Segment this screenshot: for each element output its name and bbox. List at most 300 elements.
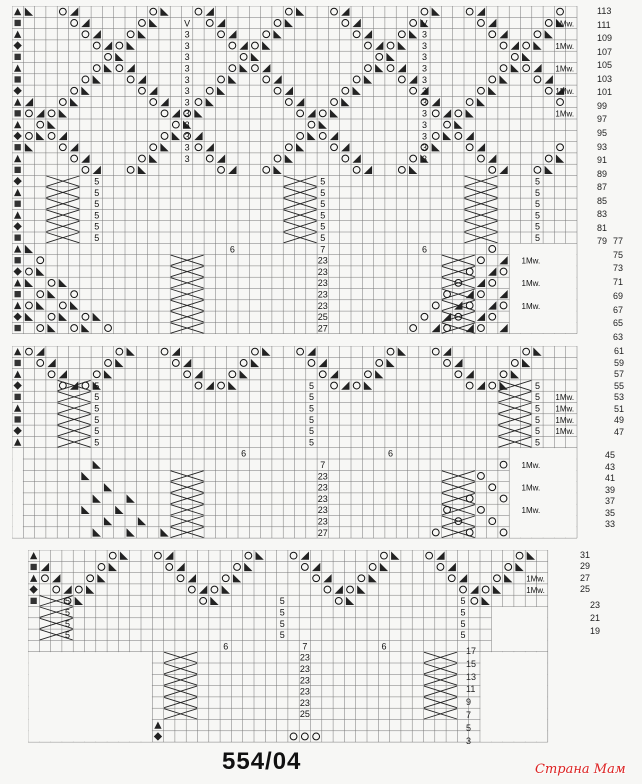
decrease-left-icon xyxy=(228,381,236,389)
purl-stitch-icon xyxy=(297,133,304,140)
purl-stitch-icon xyxy=(150,8,157,15)
decrease-right-icon xyxy=(499,30,507,38)
decrease-right-icon xyxy=(81,154,89,162)
decrease-left-icon xyxy=(251,359,259,367)
decrease-left-icon xyxy=(25,143,33,151)
cable-cross-icon xyxy=(424,686,457,696)
chart-number-label: 23 xyxy=(299,652,310,663)
purl-stitch-icon xyxy=(98,564,105,571)
decrease-right-icon xyxy=(533,64,541,72)
chart-number-label: 5 xyxy=(94,437,100,448)
decrease-right-icon xyxy=(488,267,496,275)
purl-stitch-icon xyxy=(297,348,304,355)
cable-cross-icon xyxy=(284,221,317,231)
chart-number-label: 5 xyxy=(534,403,540,414)
chart-number-label: 5 xyxy=(320,232,326,243)
row-number: 81 xyxy=(597,222,608,233)
decrease-right-icon xyxy=(432,324,440,332)
purl-stitch-icon xyxy=(319,110,326,117)
purl-stitch-icon xyxy=(218,382,225,389)
decrease-left-icon xyxy=(160,528,168,536)
row-number: 41 xyxy=(605,473,616,483)
knot-stitch-icon xyxy=(15,201,21,207)
purl-stitch-icon xyxy=(444,121,451,128)
cable-cross-icon xyxy=(442,255,475,265)
decrease-left-icon xyxy=(206,98,214,106)
cable-cross-icon xyxy=(442,482,475,492)
decrease-left-icon xyxy=(25,245,33,253)
chart-number-label: 5 xyxy=(308,414,314,425)
purl-stitch-icon xyxy=(82,76,89,83)
purl-stitch-icon xyxy=(26,133,33,140)
decrease-left-icon xyxy=(285,19,293,27)
triangle-stitch-icon xyxy=(14,98,21,105)
triangle-stitch-icon xyxy=(14,155,21,162)
mw-label: 1Mw. xyxy=(521,460,541,470)
decrease-left-icon xyxy=(262,41,270,49)
purl-stitch-icon xyxy=(358,575,365,582)
decrease-right-icon xyxy=(499,290,507,298)
decrease-right-icon xyxy=(545,75,553,83)
decrease-right-icon xyxy=(127,64,135,72)
purl-stitch-icon xyxy=(500,268,507,275)
chart-number-label: 5 xyxy=(534,392,540,403)
decrease-left-icon xyxy=(273,166,281,174)
purl-stitch-icon xyxy=(523,65,530,72)
purl-stitch-icon xyxy=(489,246,496,253)
row-number: 27 xyxy=(580,572,591,583)
row-number: 47 xyxy=(614,426,625,437)
cable-cross-icon xyxy=(58,414,91,424)
decrease-left-icon xyxy=(454,121,462,129)
chart-number-label: 3 xyxy=(184,52,190,63)
chart-number-label: 5 xyxy=(320,187,326,198)
chart-number-label: 6 xyxy=(388,448,394,459)
decrease-right-icon xyxy=(477,381,485,389)
row-number: 57 xyxy=(614,369,625,379)
decrease-left-icon xyxy=(493,585,501,593)
purl-stitch-icon xyxy=(331,8,338,15)
purl-stitch-icon xyxy=(448,575,455,582)
decrease-left-icon xyxy=(504,574,512,582)
decrease-left-icon xyxy=(244,563,252,571)
purl-stitch-icon xyxy=(263,31,270,38)
chart-number-label: 3 xyxy=(184,29,190,40)
purl-stitch-icon xyxy=(59,99,66,106)
decrease-right-icon xyxy=(183,359,191,367)
purl-stitch-icon xyxy=(297,110,304,117)
chart-number-label: V xyxy=(421,18,428,29)
decrease-left-icon xyxy=(375,64,383,72)
purl-stitch-icon xyxy=(478,87,485,94)
row-number: 53 xyxy=(614,392,625,402)
chart-bottom-grid xyxy=(28,550,568,746)
decrease-left-icon xyxy=(307,132,315,140)
purl-stitch-icon xyxy=(161,348,168,355)
purl-stitch-icon xyxy=(500,65,507,72)
decrease-left-icon xyxy=(319,121,327,129)
purl-stitch-icon xyxy=(516,552,523,559)
chart-number-label: 5 xyxy=(308,437,314,448)
purl-stitch-icon xyxy=(206,20,213,27)
decrease-left-icon xyxy=(127,348,135,356)
decrease-left-icon xyxy=(75,597,83,605)
purl-stitch-icon xyxy=(478,257,485,264)
chart-number-label: 6 xyxy=(241,448,247,459)
purl-stitch-icon xyxy=(93,65,100,72)
mw-label: 1Mw. xyxy=(521,256,541,266)
decrease-right-icon xyxy=(511,41,519,49)
decrease-right-icon xyxy=(206,143,214,151)
row-number: 71 xyxy=(613,277,624,288)
purl-stitch-icon xyxy=(557,8,564,15)
no-stitch-area xyxy=(12,448,23,538)
cable-cross-icon xyxy=(164,675,197,685)
knot-stitch-icon xyxy=(15,110,21,116)
purl-stitch-icon xyxy=(489,518,496,525)
purl-stitch-icon xyxy=(206,87,213,94)
chart-number-label: 5 xyxy=(460,596,466,607)
decrease-left-icon xyxy=(81,506,89,514)
decrease-right-icon xyxy=(296,98,304,106)
decrease-right-icon xyxy=(341,8,349,16)
row-number: 7 xyxy=(466,710,472,720)
purl-stitch-icon xyxy=(177,575,184,582)
cable-cross-icon xyxy=(424,675,457,685)
purl-stitch-icon xyxy=(263,166,270,173)
knot-stitch-icon xyxy=(31,564,37,570)
decrease-right-icon xyxy=(448,563,456,571)
decrease-right-icon xyxy=(206,381,214,389)
purl-stitch-icon xyxy=(71,20,78,27)
decrease-right-icon xyxy=(323,574,331,582)
decrease-left-icon xyxy=(346,597,354,605)
chart-number-label: 5 xyxy=(534,199,540,210)
row-number: 77 xyxy=(613,236,624,246)
purl-stitch-icon xyxy=(274,87,281,94)
purl-stitch-icon xyxy=(93,371,100,378)
knot-stitch-icon xyxy=(31,598,37,604)
decrease-right-icon xyxy=(499,324,507,332)
purl-stitch-icon xyxy=(342,87,349,94)
decrease-left-icon xyxy=(25,8,33,16)
decrease-left-icon xyxy=(477,98,485,106)
chart-number-label: 3 xyxy=(184,97,190,108)
purl-stitch-icon xyxy=(195,382,202,389)
chart-number-label: 5 xyxy=(320,176,326,187)
purl-stitch-icon xyxy=(381,552,388,559)
row-number: 31 xyxy=(580,550,591,560)
purl-stitch-icon xyxy=(432,110,439,117)
decrease-left-icon xyxy=(369,574,377,582)
diamond-stitch-icon xyxy=(30,585,38,593)
decrease-left-icon xyxy=(104,64,112,72)
decrease-right-icon xyxy=(301,552,309,560)
cable-cross-icon xyxy=(164,697,197,707)
row-number: 45 xyxy=(605,450,616,460)
row-number: 19 xyxy=(590,626,601,636)
chart-number-label: 5 xyxy=(279,607,285,618)
purl-stitch-icon xyxy=(274,20,281,27)
decrease-left-icon xyxy=(93,461,101,469)
purl-stitch-icon xyxy=(37,360,44,367)
chart-number-label: 3 xyxy=(421,52,427,63)
row-number: 93 xyxy=(597,141,608,152)
decrease-left-icon xyxy=(109,563,117,571)
cable-cross-icon xyxy=(58,437,91,447)
decrease-right-icon xyxy=(477,143,485,151)
knot-stitch-icon xyxy=(15,20,21,26)
triangle-stitch-icon xyxy=(154,722,161,729)
purl-stitch-icon xyxy=(444,291,451,298)
mw-label: 1Mw. xyxy=(555,415,575,425)
row-number: 85 xyxy=(597,195,608,206)
cable-cross-icon xyxy=(171,323,204,333)
row-number: 113 xyxy=(597,6,612,16)
chart-number-label: 5 xyxy=(460,630,466,641)
row-number: 75 xyxy=(613,249,624,260)
chart-number-label: 5 xyxy=(94,210,100,221)
decrease-left-icon xyxy=(210,597,218,605)
purl-stitch-icon xyxy=(93,42,100,49)
purl-stitch-icon xyxy=(466,495,473,502)
purl-stitch-icon xyxy=(437,564,444,571)
chart-number-label: 5 xyxy=(94,176,100,187)
triangle-stitch-icon xyxy=(14,189,21,196)
decrease-left-icon xyxy=(527,552,535,560)
purl-stitch-icon xyxy=(301,564,308,571)
purl-stitch-icon xyxy=(274,155,281,162)
row-number: 17 xyxy=(466,646,477,656)
row-number: 97 xyxy=(597,114,608,125)
decrease-right-icon xyxy=(312,563,320,571)
purl-stitch-icon xyxy=(116,348,123,355)
decrease-right-icon xyxy=(273,75,281,83)
chart-number-label: 3 xyxy=(184,119,190,130)
chart-number-label: 3 xyxy=(421,108,427,119)
purl-stitch-icon xyxy=(109,552,116,559)
purl-stitch-icon xyxy=(222,575,229,582)
chart-number-label: 3 xyxy=(184,108,190,119)
decrease-right-icon xyxy=(172,109,180,117)
knot-stitch-icon xyxy=(15,235,21,241)
purl-stitch-icon xyxy=(353,166,360,173)
decrease-right-icon xyxy=(436,552,444,560)
cable-cross-icon xyxy=(171,312,204,322)
cable-cross-icon xyxy=(424,697,457,707)
decrease-left-icon xyxy=(233,574,241,582)
knot-stitch-icon xyxy=(15,54,21,60)
decrease-left-icon xyxy=(81,472,89,480)
decrease-left-icon xyxy=(432,143,440,151)
purl-stitch-icon xyxy=(500,42,507,49)
row-number: 37 xyxy=(605,496,616,506)
decrease-left-icon xyxy=(533,348,541,356)
decrease-right-icon xyxy=(499,256,507,264)
purl-stitch-icon xyxy=(75,586,82,593)
cable-cross-icon xyxy=(46,221,79,231)
chart-bottom xyxy=(28,550,568,746)
cable-cross-icon xyxy=(58,403,91,413)
purl-stitch-icon xyxy=(161,133,168,140)
purl-stitch-icon xyxy=(308,360,315,367)
purl-stitch-icon xyxy=(285,99,292,106)
row-number: 67 xyxy=(613,304,624,315)
triangle-stitch-icon xyxy=(14,371,21,378)
decrease-left-icon xyxy=(545,30,553,38)
decrease-left-icon xyxy=(375,370,383,378)
decrease-left-icon xyxy=(511,64,519,72)
chart-number-label: 7 xyxy=(320,459,326,470)
decrease-right-icon xyxy=(194,370,202,378)
row-number: 55 xyxy=(614,380,625,391)
cable-cross-icon xyxy=(58,426,91,436)
diamond-stitch-icon xyxy=(14,267,22,275)
decrease-right-icon xyxy=(70,143,78,151)
decrease-right-icon xyxy=(443,348,451,356)
purl-stitch-icon xyxy=(319,133,326,140)
chart-number-label: 23 xyxy=(299,686,310,697)
purl-stitch-icon xyxy=(290,552,297,559)
chart-number-label: 6 xyxy=(229,244,235,255)
decrease-right-icon xyxy=(47,359,55,367)
purl-stitch-icon xyxy=(523,348,530,355)
purl-stitch-icon xyxy=(200,597,207,604)
chart-number-label: 7 xyxy=(320,244,326,255)
purl-stitch-icon xyxy=(432,302,439,309)
chart-number-label: 5 xyxy=(460,618,466,629)
purl-stitch-icon xyxy=(285,144,292,151)
decrease-right-icon xyxy=(341,381,349,389)
cable-cross-icon xyxy=(284,233,317,243)
chart-number-label: 3 xyxy=(421,74,427,85)
purl-stitch-icon xyxy=(426,552,433,559)
decrease-left-icon xyxy=(398,41,406,49)
row-number: 79 xyxy=(597,236,608,247)
purl-stitch-icon xyxy=(195,8,202,15)
decrease-right-icon xyxy=(52,574,60,582)
chart-number-label: 5 xyxy=(94,392,100,403)
purl-stitch-icon xyxy=(500,371,507,378)
mw-label: 1Mw. xyxy=(555,19,575,29)
chart-number-label: 5 xyxy=(534,437,540,448)
chart-number-label: 5 xyxy=(65,596,71,607)
decrease-left-icon xyxy=(273,30,281,38)
decrease-left-icon xyxy=(93,494,101,502)
decrease-right-icon xyxy=(375,41,383,49)
cable-cross-icon xyxy=(442,471,475,481)
decrease-left-icon xyxy=(138,517,146,525)
row-number: 35 xyxy=(605,507,616,518)
row-number: 39 xyxy=(605,484,616,495)
decrease-left-icon xyxy=(251,53,259,61)
row-number: 25 xyxy=(580,583,591,594)
purl-stitch-icon xyxy=(252,348,259,355)
purl-stitch-icon xyxy=(26,268,33,275)
row-number: 103 xyxy=(597,73,613,84)
triangle-stitch-icon xyxy=(14,348,21,355)
triangle-stitch-icon xyxy=(14,31,21,38)
cable-cross-icon xyxy=(171,482,204,492)
decrease-right-icon xyxy=(353,19,361,27)
row-number: 43 xyxy=(605,461,616,472)
diamond-stitch-icon xyxy=(14,222,22,230)
decrease-left-icon xyxy=(115,359,123,367)
purl-stitch-icon xyxy=(500,461,507,468)
purl-stitch-icon xyxy=(365,371,372,378)
decrease-left-icon xyxy=(36,301,44,309)
cable-cross-icon xyxy=(171,471,204,481)
cable-cross-icon xyxy=(171,278,204,288)
purl-stitch-icon xyxy=(127,166,134,173)
cable-cross-icon xyxy=(164,664,197,674)
purl-stitch-icon xyxy=(455,110,462,117)
triangle-stitch-icon xyxy=(14,438,21,445)
decrease-left-icon xyxy=(93,75,101,83)
decrease-left-icon xyxy=(386,53,394,61)
decrease-right-icon xyxy=(25,98,33,106)
row-number: 49 xyxy=(614,415,625,425)
diamond-stitch-icon xyxy=(14,381,22,389)
cable-cross-icon xyxy=(424,709,457,719)
chart-number-label: 5 xyxy=(308,392,314,403)
purl-stitch-icon xyxy=(376,360,383,367)
purl-stitch-icon xyxy=(71,325,78,332)
cable-cross-icon xyxy=(171,527,204,537)
chart-number-label: 23 xyxy=(317,278,328,289)
purl-stitch-icon xyxy=(478,506,485,513)
row-number: 83 xyxy=(597,209,608,220)
knot-stitch-icon xyxy=(15,416,21,422)
purl-stitch-icon xyxy=(229,65,236,72)
decrease-right-icon xyxy=(454,359,462,367)
purl-stitch-icon xyxy=(59,8,66,15)
diamond-stitch-icon xyxy=(14,41,22,49)
decrease-right-icon xyxy=(477,313,485,321)
purl-stitch-icon xyxy=(482,586,489,593)
purl-stitch-icon xyxy=(172,360,179,367)
purl-stitch-icon xyxy=(37,257,44,264)
decrease-left-icon xyxy=(115,53,123,61)
decrease-left-icon xyxy=(341,98,349,106)
purl-stitch-icon xyxy=(505,564,512,571)
decrease-left-icon xyxy=(466,109,474,117)
purl-stitch-icon xyxy=(48,313,55,320)
purl-stitch-icon xyxy=(410,87,417,94)
decrease-right-icon xyxy=(432,98,440,106)
row-number: 107 xyxy=(597,46,613,57)
decrease-left-icon xyxy=(240,64,248,72)
diamond-stitch-icon xyxy=(14,87,22,95)
purl-stitch-icon xyxy=(53,586,60,593)
decrease-right-icon xyxy=(165,552,173,560)
purl-stitch-icon xyxy=(466,529,473,536)
chart-number-label: 5 xyxy=(94,403,100,414)
decrease-right-icon xyxy=(353,154,361,162)
triangle-stitch-icon xyxy=(14,405,21,412)
chart-number-label: 5 xyxy=(534,210,540,221)
decrease-right-icon xyxy=(454,301,462,309)
purl-stitch-icon xyxy=(466,382,473,389)
purl-stitch-icon xyxy=(335,597,342,604)
purl-stitch-icon xyxy=(353,76,360,83)
chart-number-label: 23 xyxy=(317,505,328,516)
chart-number-label: 5 xyxy=(65,618,71,629)
cable-cross-icon xyxy=(284,187,317,197)
cable-cross-icon xyxy=(465,210,498,220)
purl-stitch-icon xyxy=(37,325,44,332)
no-stitch-area xyxy=(510,244,577,334)
